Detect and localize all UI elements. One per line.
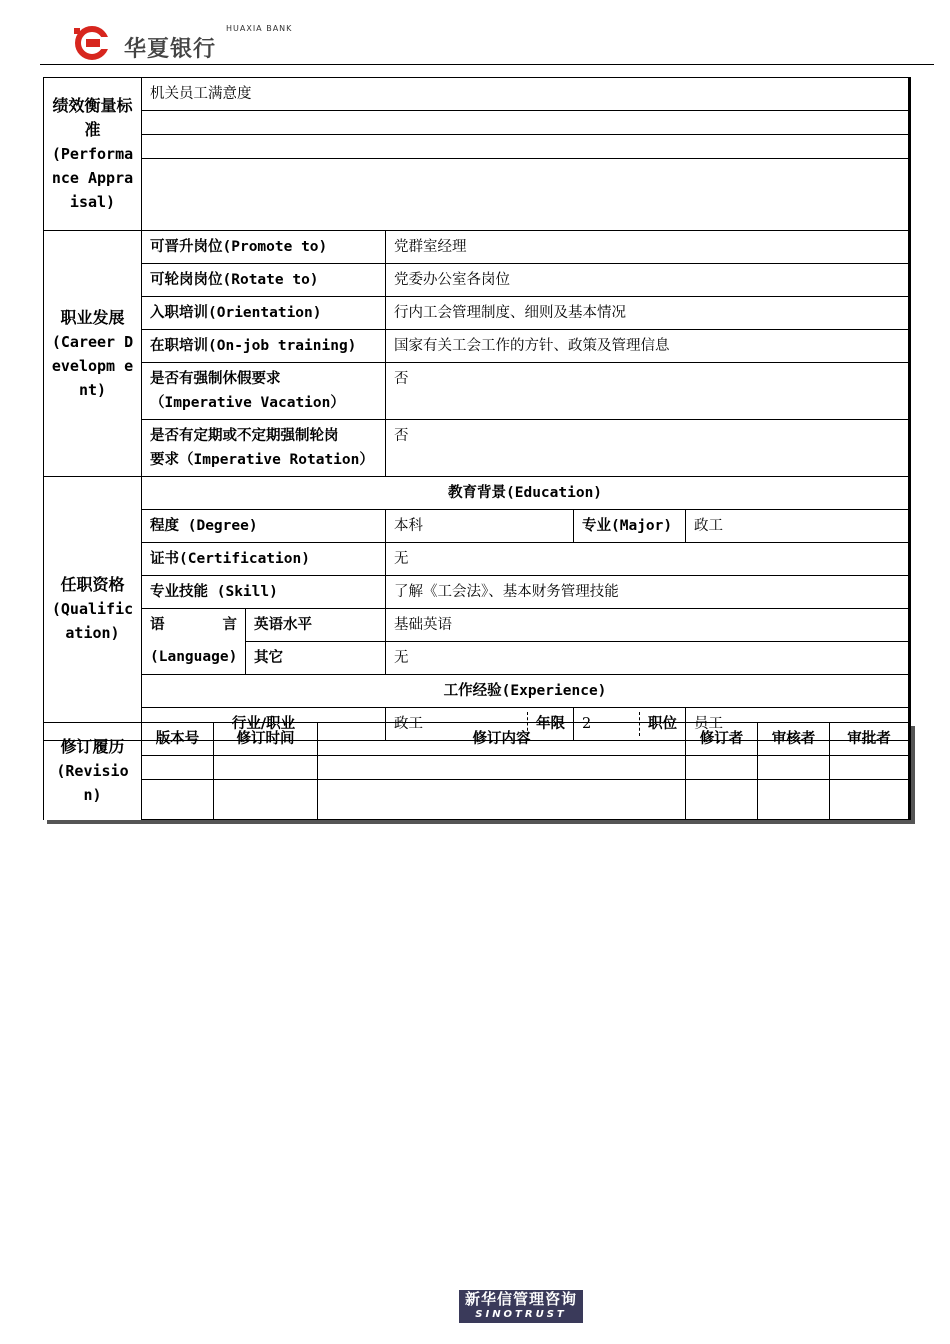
revision-cell (686, 780, 758, 820)
other-language-value: 无 (386, 642, 910, 675)
major-value: 政工 (686, 510, 910, 543)
performance-row-4 (142, 159, 910, 231)
revision-row (44, 756, 910, 780)
industry-label: 行业/职业 (142, 708, 386, 741)
orientation-value: 行内工会管理制度、细则及基本情况 (386, 297, 910, 330)
header-divider (40, 64, 934, 65)
revision-title-en: (Revision) (56, 762, 129, 805)
revision-cell (318, 756, 686, 780)
revision-cell (686, 756, 758, 780)
language-label-char-1: 语 (150, 617, 165, 633)
brand-name-cn: 华夏银行 (124, 37, 217, 62)
vacation-label-cn: 是否有强制休假要求 (150, 371, 281, 387)
rotation-label-cn: 是否有定期或不定期强制轮岗 (150, 428, 339, 444)
skill-label: 专业技能 (Skill) (142, 576, 386, 609)
language-label-char-2: 言 (222, 617, 237, 633)
revision-title-cn: 修订履历 (60, 737, 125, 757)
years-label: 年限 (527, 712, 573, 736)
orientation-label: 入职培训(Orientation) (142, 297, 386, 330)
industry-text: 政工 (394, 716, 423, 732)
footer-brand-cn: 新华信管理咨询 (464, 1290, 577, 1308)
promote-value: 党群室经理 (386, 231, 910, 264)
certification-label: 证书(Certification) (142, 543, 386, 576)
page-header (66, 22, 934, 66)
revision-col-version: 版本号 (142, 723, 214, 756)
job-description-table (43, 77, 911, 741)
career-title-en: (Career Developm ent) (51, 332, 134, 399)
revision-cell (214, 780, 318, 820)
vacation-label (142, 363, 386, 420)
language-label (142, 609, 246, 675)
revision-col-reviser: 修订者 (686, 723, 758, 756)
revision-col-reviewer: 审核者 (758, 723, 830, 756)
revision-row (44, 780, 910, 820)
revision-cell (758, 756, 830, 780)
other-language-label: 其它 (246, 642, 386, 675)
skill-value: 了解《工会法》、基本财务管理技能 (386, 576, 910, 609)
performance-title-cn: 绩效衡量标准 (52, 96, 133, 139)
rotate-label: 可轮岗岗位(Rotate to) (142, 264, 386, 297)
onjob-training-label: 在职培训(On-job training) (142, 330, 386, 363)
revision-cell (830, 756, 910, 780)
revision-cell (318, 780, 686, 820)
career-section-title (44, 231, 142, 477)
education-heading: 教育背景(Education) (142, 477, 910, 510)
revision-cell (142, 756, 214, 780)
rotation-label (142, 420, 386, 477)
position-value: 员工 (686, 708, 910, 741)
revision-history-table (43, 722, 911, 820)
english-level-value: 基础英语 (386, 609, 910, 642)
qualification-section-title (44, 477, 142, 741)
years-text: 2 (582, 716, 592, 732)
performance-title-en: (Performance Appraisal) (51, 145, 134, 211)
rotation-label-en: 要求（Imperative Rotation） (150, 452, 374, 468)
language-label-en: (Language) (150, 649, 238, 665)
position-label: 职位 (639, 712, 685, 736)
brand-name-en: HUAXIA BANK (226, 24, 293, 33)
degree-value: 本科 (386, 510, 574, 543)
revision-cell (214, 756, 318, 780)
rotate-value: 党委办公室各岗位 (386, 264, 910, 297)
vacation-value: 否 (386, 363, 910, 420)
revision-cell (758, 780, 830, 820)
career-title-cn: 职业发展 (60, 307, 125, 327)
qualification-title-en: (Qualification) (51, 599, 134, 642)
footer-brand-en: SINOTRUST (475, 1309, 567, 1320)
revision-cell (830, 780, 910, 820)
huaxia-bank-logo-icon (72, 26, 112, 60)
onjob-training-value: 国家有关工会工作的方针、政策及管理信息 (386, 330, 910, 363)
performance-row-2 (142, 111, 910, 135)
revision-section-title (44, 723, 142, 820)
experience-heading: 工作经验(Experience) (142, 675, 910, 708)
vacation-label-en: （Imperative Vacation） (150, 395, 345, 411)
promote-label: 可晋升岗位(Promote to) (142, 231, 386, 264)
rotation-value: 否 (386, 420, 910, 477)
revision-cell (142, 780, 214, 820)
sinotrust-logo (459, 1290, 583, 1323)
revision-col-date: 修订时间 (214, 723, 318, 756)
certification-value: 无 (386, 543, 910, 576)
revision-col-content: 修订内容 (318, 723, 686, 756)
revision-col-approver: 审批者 (830, 723, 910, 756)
performance-row-3 (142, 135, 910, 159)
performance-section-title (44, 78, 142, 231)
performance-row-1: 机关员工满意度 (142, 78, 910, 111)
qualification-title-cn: 任职资格 (60, 574, 125, 594)
degree-label: 程度 (Degree) (142, 510, 386, 543)
major-label: 专业(Major) (574, 510, 686, 543)
english-level-label: 英语水平 (246, 609, 386, 642)
